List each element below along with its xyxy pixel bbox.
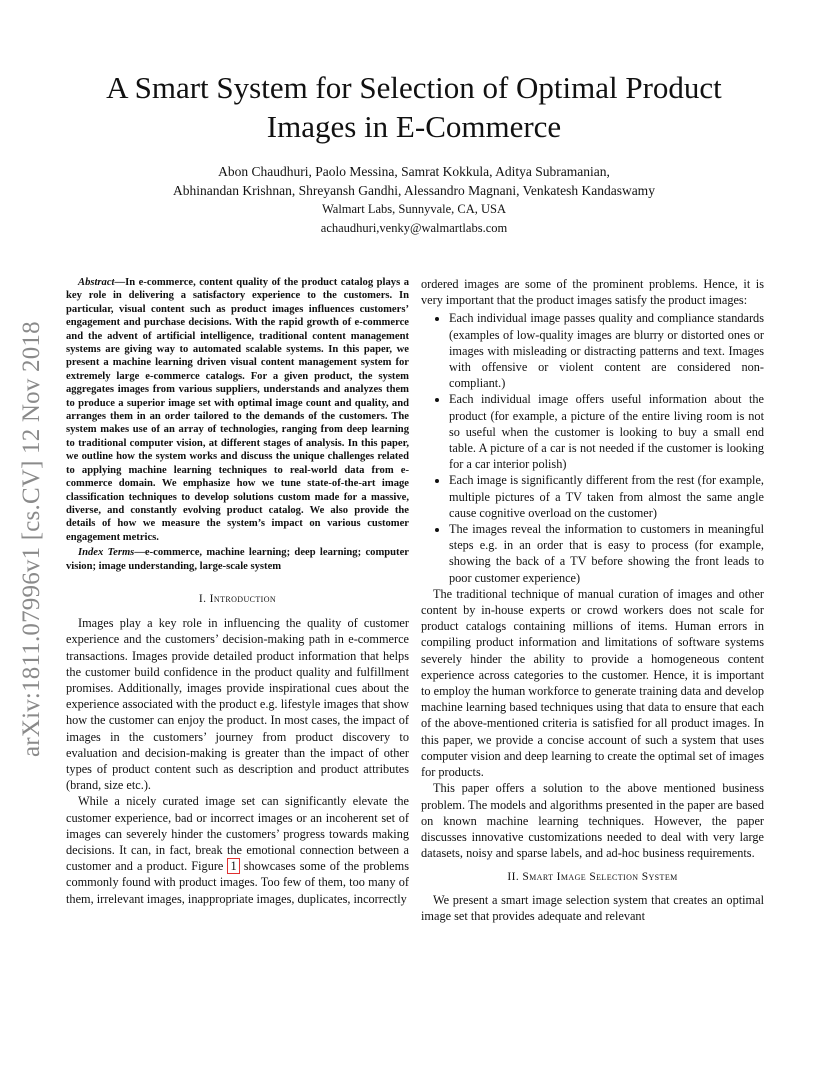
right-paragraph-1: The traditional technique of manual curation of images and other content by in-house experts or crowd workers does not scale for product catalogs containing millions of items. Human errors in compiling product information and limitations of software systems severely hinder the ability to provide a homogeneous content experience across categories to the customer. Hence, it is important to employ the human workforce to generate training data and develop machine learning based techniques using that data to ensure that each of the above-mentioned criteria is satisfied for all product images. In this paper, we provide a concise account of such a system that uses computer vision and deep learning to create the optimal set of images for products. [421,586,764,780]
bullet-item: • Each individual image offers useful information about the product (for example, a picture of the entire living room is not so useful when the customer is looking to buy a small end table. A picture of a car is not needed if the customer is looking for a car interior polish) [449,391,764,472]
paper-title [60,68,768,146]
intro-p2-text-a: While a nicely curated image set can significantly elevate the customer experience, bad or incorrect images or an incoherent set of images can severely hinder the customers’ progress towards making decisions. It can, in fact, break the emotional connection between a customer and a product. Figure [66,794,409,874]
right-paragraph-0: ordered images are some of the prominent problems. Hence, it is very important that the product images satisfy the product images: [421,277,764,308]
intro-p2-text-b: showcases some of the problems commonly found with product images. Too few of them, too many of them, irrelevant images, inappropriate images, duplicates, incorrectly [66,859,409,906]
intro-paragraph-1: Images play a key role in influencing the quality of customer experience and the customers’ decision-making path in e-commerce transactions. Images provide detailed product information that helps the customer build confidence in the product quality and fulfillment promises. Additionally, images provide inspirational cues about the experience associated with the product e.g. lifestyle images that show how the customer can enjoy the product. In most cases, the impact of images in the customers’ journey from product discovery to evaluation and decision-making is greater than the impact of other types of product content such as description and product attributes (brand, size etc.). [66,616,409,793]
section-heading-introduction: I. Introduction [198,592,277,605]
figure-reference-link[interactable]: 1 [227,858,239,874]
affiliation: Walmart Labs, Sunnyvale, CA, USA [321,202,507,216]
author-email: achaudhuri,venky@walmartlabs.com [320,221,508,235]
bullet-item: • Each image is significantly different from the rest (for example, multiple pictures of a TV taken from almost the same angle cause cognitive overload on the customer) [449,472,764,521]
section-heading-smart-image-selection: II. Smart Image Selection System [507,871,678,884]
index-terms-text: —e-commerce, machine learning; deep learning; computer vision; image understanding, large-scale system [66,547,409,572]
arxiv-id-text: arXiv:1811.07996v1 [cs.CV] 12 Nov 2018 [18,321,45,757]
right-paragraph-3: We present a smart image selection system that creates an optimal image set that provides adequate and relevant [421,892,764,923]
abstract [66,276,409,544]
index-terms [66,546,409,573]
index-terms-lead: Index Terms [78,547,135,559]
bullet-item: • Each individual image passes quality and compliance standards (examples of low-quality images are blurry or distorted ones or images with misleading or distracting patterns and text. Images with offensive or violent content are considered non-compliant.) [449,310,764,391]
right-paragraph-2: This paper offers a solution to the above mentioned business problem. The models and algorithms presented in the paper are based on known machine learning techniques. However, the paper discusses innovative customizations needed to deal with very large datasets, noisy and sparse labels, and ad-hoc business requirements. [421,781,764,861]
left-column [66,276,409,907]
criteria-bullet-list [421,310,764,585]
authors-line-2: Abhinandan Krishnan, Shreyansh Gandhi, Alessandro Magnani, Venkatesh Kandaswamy [173,183,655,198]
abstract-text: —In e-commerce, content quality of the product catalog plays a key role in delivering a satisfactory experience to the customers. In particular, visual content such as product images influences customers’ engagement and purchase decisions. With the rapid growth of e-commerce and the advent of artificial intelligence, traditional content management systems are giving way to automated scalable systems. In this paper, we present a machine learning driven visual content management system for extremely large e-commerce catalogs. For a given product, the system aggregates images from various suppliers, understands and analyzes them to produce a superior image set with optimal image count and quality, and arranges them in an order tailored to the demands of the customers. The system makes use of an array of technologies, ranging from deep learning to traditional computer vision, at different stages of analysis. In this paper, we outline how the system works and discuss the unique challenges related to applying machine learning techniques to real-world data from e-commerce domain. We emphasize how we tune state-of-the-art image classification techniques to develop solutions custom made for a massive, diverse, and constantly evolving product catalog. We also provide the details of how we measure the system’s impact on various customer engagement metrics. [66,277,409,543]
authors-line-1: Abon Chaudhuri, Paolo Messina, Samrat Kokkula, Aditya Subramanian, [218,164,610,179]
bullet-item: • The images reveal the information to customers in meaningful steps e.g. in an order that is easy to process (for example, showing the back of a TV before showing the front leads to poor customer experience) [449,521,764,586]
abstract-lead: Abstract [78,277,115,288]
author-block [60,162,768,238]
title-line-2: Images in E-Commerce [266,109,562,144]
title-line-1: A Smart System for Selection of Optimal Product [106,70,722,105]
right-column [421,276,764,924]
intro-paragraph-2 [66,793,409,906]
